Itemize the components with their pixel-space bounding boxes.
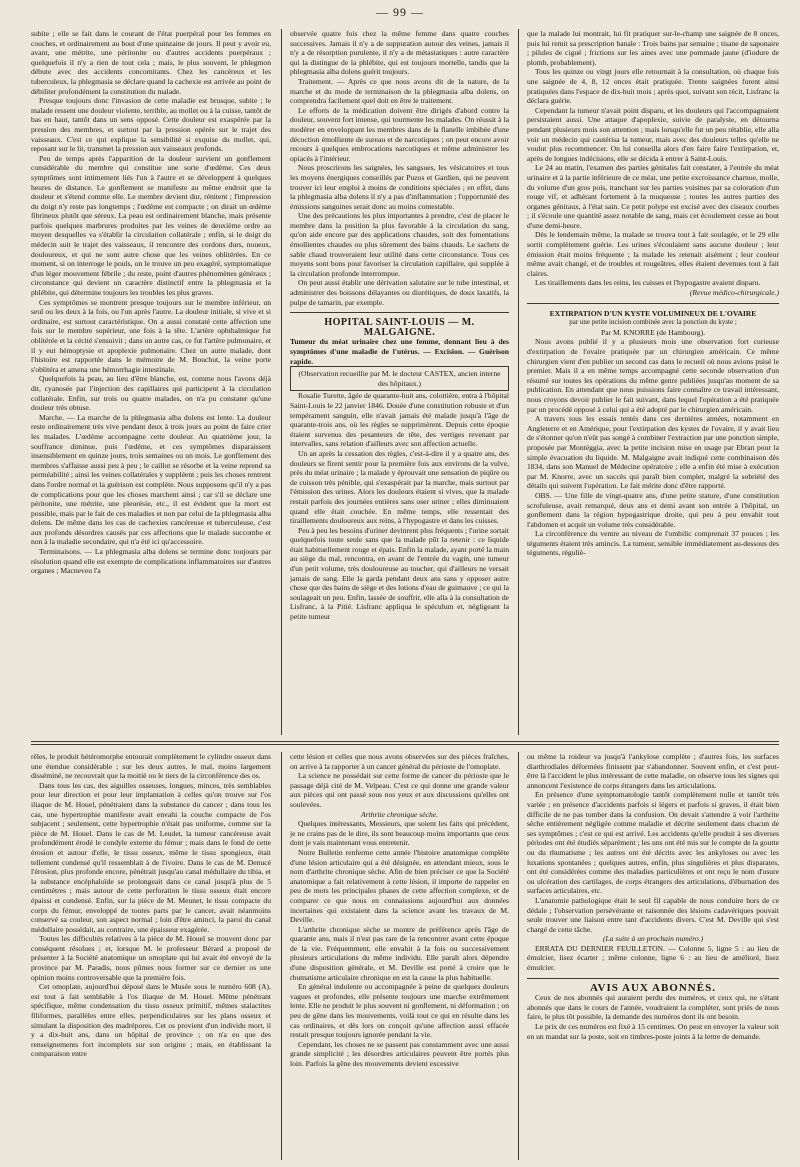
paragraph: Rosalie Turette, âgée de quarante-huit ans, colottière, entra à l'hôpital Saint-Louis le 22 janvier 1846. Douée d'une constitution robuste et d'un tempérament sanguin, elle n'avait jamais été malade jusqu'à l'âge de quarante-trois ans, où les règles se supprimèrent. Depuis cette époque étaient survenus des pesanteurs de tête, des vertiges revenant par intervalles, sans relation d'ailleurs avec son affection actuelle. bbox=[290, 391, 509, 449]
paragraph: Quelques intéressants, Messieurs, que soient les faits qui précèdent, je ne crains pas de le dire, ils sont beaucoup moins importants que ceux dont je vais maintenant vous entretenir. bbox=[290, 819, 509, 848]
paragraph: Tous les quinze ou vingt jours elle retournait à la consultation, où chaque fois une saignée de 4, 8, 12 onces était pratiquée. Trente saignées furent ainsi pratiquées dans l'espace de dix-huit mois ; après quoi, suivant son récit, Lisfranc la déclara guérie. bbox=[527, 67, 779, 106]
paragraph: Marche. — La marche de la phlegmasia alba dolens est lente. La douleur reste ordinairement très vive pendant deux à trois jours au point de faire crier les malades. L'œdème accompagne cette douleur. Au quatrième jour, la souffrance diminue, puis l'œdème, et ces symptômes disparaissent insensiblement en quinze jours, trois semaines ou un mois. Le gonflement des membres s'affaisse aussi peu à peu ; le caillot se résorbe et la veine reprend sa perméabilité ; ainsi les veines collatérales y suppléent ; puis les choses rentrent dans l'ordre normal et la guérison est complète. Nous supposons qu'il n'y a pas de complications pour que les choses marchent ainsi ; car s'il se déclare une péritonite, une métrite, une pleurésie, etc., il est évident que la mort est possible, mais par le fait de ces maladies et non par celui de la phlegmasia alba dolens. De même dans les cas de cachexies cancéreuse et tuberculeuse, c'est aux profonds désordres causés par ces affections que le malade succombe et non à la maladie secondaire, qui n'a été ici qu'accessoire. bbox=[31, 412, 271, 547]
paragraph: En général indolente ou accompagnée à peine de quelques douleurs vagues et profondes, elle présente toujours une marche extrêmement lente. Elle ne produit le plus souvent ni gonflement, ni déformation ; on peu de gêne dans les mouvements, voilà tout ce qui en résulte dans les cas ordinaires, et dès lors on conçoit qu'une affection aussi effacée restait presque toujours ignorée pendant la vie. bbox=[290, 982, 509, 1040]
paragraph: La circonférence du ventre au niveau de l'ombilic comprenait 37 pouces ; les téguments étaient très amincis. La tumeur, sensible immédiatement au-dessous des téguments, réguliè- bbox=[527, 529, 779, 558]
paragraph: Cependant la tumeur n'avait point disparu, et les douleurs qui l'accompagnaient persistaient aussi. Une attaque d'apoplexie, suivie de paralysie, en détourna pendant plusieurs mois son attention ; mais lorsqu'elle fut un peu rétablie, elle alla voir un médecin qui cautérisa la tumeur, mais avec des douleurs telles qu'elle ne voulut plus recommencer. On lui conseilla alors d'en faire faire l'extirpation, et, après de longues indécisions, elle se décida à entrer à Saint-Louis. bbox=[527, 105, 779, 163]
paragraph: Ces symptômes se montrent presque toujours sur le membre inférieur, un seul ou les deux à la fois, ou l'un après l'autre. La douleur initiale, si vive et si ordinaire, est surtout caractéristique. On a aussi constaté cette affection une fois sur le membre supérieur, une fois à la tête. L'artère ophthalmique fut oblitérée et la cécité s'ensuivit ; dans un autre cas, ce fut l'artère pulmonaire, et il y eut hémoptysie et apoplexie pulmonaire. Chez un autre malade, dont l'histoire est rapportée dans le mémoire de M. Bouchut, la veine porte s'oblitéra et amena une hémorrhagie intestinale. bbox=[31, 297, 271, 374]
article-author: Par M. KNORRE (de Hambourg). bbox=[600, 327, 706, 337]
paragraph: En présence d'une symptomatologie tantôt complètement nulle et tantôt très variée ; en présence d'accidents parfois si légers et parfois si graves, il était bien difficile de ne pas tomber dans la confusion. On devait s'attendre à voir l'arthrite sèche entièrement négligée comme maladie et décrite seulement dans chacun de ses symptômes ; c'est ce qui est arrivé. Les accidents qu'elle produit à ses diverses périodes ont été étudiés séparément ; les uns ont été mis sur le compte de la goutte ou du rhumatisme ; les autres ont été décrits avec les ankyloses ou avec les luxations spontanées ; quelques autres, enfin, plus singulières et plus disparates, ont été considérées comme des maladies particulières et ont reçu le nom d'usure ou ulcération des cartilages, de corps étrangers des articulations, d'éburnation des surfaces articulaires, etc. bbox=[527, 790, 779, 896]
paragraph: Le efforts de la médication doivent être dirigés d'abord contre la douleur, souvent fort intense, qui tourmente les malades. On réussit à la modérer en enveloppant les membres dans de la flanelle imbibée d'une décoction émolliente de sureau et de narcotiques ; on peut encore avoir recours à quelques embrocations narcotiques et même administrer les opiacés à l'intérieur. bbox=[290, 105, 509, 163]
feuilleton-column-3 bbox=[527, 752, 779, 1160]
section-rule bbox=[290, 312, 509, 313]
errata: ERRATA DU DERNIER FEUILLETON. — Colonne 5, ligne 5 : au lieu de émulcier, lisez écarter ; même colonne, ligne 6 : au lieu de amélioré, lisez émulcier. bbox=[527, 943, 779, 973]
column-divider bbox=[518, 29, 519, 735]
paragraph: L'anatomie pathologique était le seul fil capable de nous conduire hors de ce dédale ; l'observation persévérante et raisonnée des lésions cadavériques pouvait seule trouver une liaison entre tant d'accidents divers. C'est M. Deville qui s'est chargé de cette tâche. bbox=[527, 895, 779, 934]
paragraph: observée quatre fois chez la même femme dans quatre couches successives. Jamais il n'y a de suppuration autour des veines, jamais il n'y a de résorption purulente, il n'y a de métastatiques : autre caractère qui la distingue de la phlébite, qui est toujours mortelle, tandis que la phlegmasia alba dolens guérit toujours. bbox=[290, 29, 509, 77]
source-citation: (Revue médico-chirurgicale.) bbox=[689, 288, 779, 298]
subsection-heading: Arthrite chronique sèche. bbox=[360, 809, 439, 819]
paragraph: Peu de temps après l'apparition de la douleur survient un gonflement considérable du membre qui constitue une sorte d'œdème. Ces deux symptômes sont intimement liés l'un à l'autre et se développent à quelques heures de distance. Le gonflement se manifeste au même endroit que la douleur et s'étend comme elle. Le membre devient dur, rénitent ; l'impression du doigt n'y reste pas longtemps ; l'œdème est compacte ; on dirait un œdème fibrineux plutôt que séreux. La peau est ordinairement blanche, mais présente parfois quelques marbrures produites par les veines de deuxième ordre au moyen desquelles va s'établir la circulation collatérale ; enfin, si le doigt du médecin suit le trajet des vaisseaux, il rencontre des cordons durs, noueux, douloureux, et qui ne sont autre chose que les veines oblitérées. En ce moment, si on interroge le pouls, on le trouve un peu exagéré, symptomatique d'un léger mouvement fébrile ; du reste, point d'autres phénomènes généraux ; circonstance qui devient un caractère distinctif entre la phlegmasia et la phlébite, qui détermine toujours les troubles les plus graves. bbox=[31, 153, 271, 298]
paragraph: subite ; elle se fait dans le courant de l'état puerpéral pour les femmes en couches, et ordinairement au bout d'une quinzaine de jours. Il peut y avoir eu, avant, une métrite, une péritonite ou d'autres accidents puerpéraux ; quelquefois il n'y a rien de tout cela ; mais, le plus souvent, le phlegmon débute avec des accidents concomitants. Chez les cancéreux et les tuberculeux, la phlegmasia se déclare quand la cachexie est arrivée au point de débiliter profondément la constitution du malade. bbox=[31, 29, 271, 96]
paragraph: Dans tous les cas, des aiguilles osseuses, longues, minces, très semblables pour leur direction et pour leur implantation à celles qu'on trouve sur l'os iliaque de M. Houel, pénétraient dans la substance du cancer ; dans tous les cas, une hypertrophie manifeste avait envahi la couche compacte de l'os subjacent ; seulement, cette hypertrophie n'était pas uniforme, comme sur la pièce de M. Houel. Dans le cas de M. Leudet, la tumeur cancéreuse avait profondément érodé le condyle externe du fémur ; mais dans le fond de cette érosion et autour d'elle, le tissu osseux, même le tissu spongieux, était tellement condensé qu'il ressemblait à de l'ivoire. Dans le cas de M. Denucé l'érosion, plus profonde encore, pénétrait jusqu'au canal médullaire du tibia, et la substance encéphaloïde se prolongeait dans ce canal jusqu'à plus de 5 centimètres ; mais autour de cette perforation le tissu osseux était encore épaissi et condensé. Enfin, sur la pièce de M. Meunet, le tissu compacte du corps du fémur, enveloppé de toutes parts par le cancer, avait néanmoins conservé sa couleur, son aspect normal ; loin d'être aminci, la paroi du canal médullaire possédait, au contraire, une épaisseur exagérée. bbox=[31, 780, 271, 934]
paragraph: L'arthrite chronique sèche se montre de préférence après l'âge de quarante ans, mais il n'est pas rare de la rencontrer avant cette époque de la vie. Fréquemment, elle envahit à la fois ou successivement plusieurs articulations du même individu. Elle paraît alors dépendre d'une disposition générale, et M. Deville est porté à croire que le rhumatisme articulaire chronique en est la cause la plus habituelle. bbox=[290, 924, 509, 982]
feuilleton-separator bbox=[31, 741, 779, 742]
paragraph: Quelquefois la peau, au lieu d'être blanche, est, comme nous l'avons déjà dit, cyanosée par l'injection des capillaires qui participent à la circulation collatérale. Enfin, sur trois ou quatre malades, on n'a pu constater qu'une douleur très obtuse. bbox=[31, 374, 271, 413]
paragraph: Le 24 au matin, l'examen des parties génitales fait constater, à l'entrée du méat urinaire et à la partie inférieure de ce méat, une petite excroissance charnue, molle, du volume d'un gros pois, tranchant sur les parties voisines par sa coloration d'un rouge vif, et adhérant fortement à la muqueuse ; toutes les autres parties des organes génitaux, à l'état sain. Ce petit polype est excisé avec des ciseaux courbes ; il s'écoule une quantité assez notable de sang, mais cet écoulement cesse au bout d'une demi-heure. bbox=[527, 163, 779, 230]
paragraph: Dès le lendemain même, la malade se trouva tout à fait soulagée, et le 29 elle sortit complètement guérie. Les urines s'écoulaient sans aucune douleur ; leur émission était moins fréquente ; la malade les retenait aisément ; leur couleur même avait changé, et de troubles et rougeâtres, elles étaient devenues tout à fait claires. bbox=[527, 230, 779, 278]
notice-title: AVIS AUX ABONNÉS. bbox=[590, 981, 716, 994]
continued-note: (La suite à un prochain numéro.) bbox=[602, 934, 704, 944]
paragraph: Notre Bulletin renferme cette année l'histoire anatomique complète d'une lésion articulaire qui a été désignée, en attendant mieux, sous le nom d'arthrite chronique sèche. Afin de bien préciser ce que la Société anatomique a fait relativement à cette lésion, il importe de rappeler en peu de mots les principales phases de cette affection complexe, et de comparer ce que nous en connaissions aujourd'hui aux données incertaines qui existaient dans la science avant les travaux de M. Deville. bbox=[290, 847, 509, 925]
feuilleton-separator bbox=[31, 744, 779, 745]
column-divider bbox=[518, 752, 519, 1160]
paragraph: Un an après la cessation des règles, c'est-à-dire il y a quatre ans, des douleurs se firent sentir pour la première fois aux environs de la vulve, près du méat urinaire ; la malade y éprouvait une sensation de piqûre ou de cuisson très pénible, qui s'exaspérait par la marche, mais surtout par l'émission des urines. Alors les douleurs étaient si vives, que la malade restait parfois des journées entières sans oser uriner ; elles diminuaient quand elle était couchée. En même temps, elle ressentait des tiraillements douloureux aux reins, à l'hypogastre et dans les cuisses. bbox=[290, 448, 509, 526]
paragraph: Peu à peu les besoins d'uriner devinrent plus fréquents ; l'urine sortait quelquefois toute seule sans que la malade pût la retenir : ce liquide était habituellement rouge et épais. Enfin la malade, ayant porté la main au siège du mal, rencontra, en avant de l'entrée du vagin, une tumeur d'un petit volume, très douloureuse au toucher, qui d'ailleurs ne versait jamais de sang. Elle la garda pendant deux ans sans y opposer autre chose que des bains de siège et des lotions d'eau de guimauve ; ce qui la soulageait un peu. Enfin, lassée de souffrir, elle alla à la consultation de Lisfranc, à la Pitié. Lisfranc appliqua le spéculum et, négligeant la petite tumeur bbox=[290, 525, 509, 622]
paragraph: On peut aussi établir une dérivation salutaire sur le tube intestinal, et administrer des boissons délayantes ou diurétiques, de doux laxatifs, la pulpe de tamarin, par exemple. bbox=[290, 278, 509, 307]
paragraph: Nous avons publié il y a plusieurs mois une observation fort curieuse d'extirpation de l'ovaire pratiquée par un chirurgien américain. Ce même chirurgien vient d'en publier un second cas dans le recueil où nous avions puisé le premier. Mais il a en même temps accompagné cette seconde observation d'un résumé sur toutes les opérations du même genre publiées jusqu'au moment de sa publication. En attendant que nous puissions faire connaître ce travail intéressant, nous croyons devoir publier le fait suivant, dans lequel l'opération a été pratiquée par un procédé opposé à celui qui a été adopté par le chirurgien américain. bbox=[527, 337, 779, 414]
paragraph: Le prix de ces numéros est fixé à 15 centimes. On peut en envoyer la valeur soit en un mandat sur la poste, soit en timbres-poste joints à la lettre de demande. bbox=[527, 1022, 779, 1041]
feuilleton-column-1 bbox=[31, 752, 271, 1160]
paragraph: ou même la roideur va jusqu'à l'ankylose complète ; d'autres fois, les surfaces diarthrodiales déformées finissent par s'abandonner. Souvent enfin, et c'est peut-être là l'accident le plus intéressant de cette maladie, on observe tous les signes qui annoncent l'existence de corps étrangers dans les articulations. bbox=[527, 752, 779, 790]
paragraph: Cet omoplate, aujourd'hui déposé dans le Musée sous le numéro 608 (A), est tout à fait semblable à l'os iliaque de M. Houel. Même pénétrant spécifique, même condensation du tissu osseux primitif, mêmes stalactites filiformes, parallèles entre elles, perpendiculaires sur les plans osseux et simulant la disposition des madrépores. Cet os provient d'un individu mort, il y a dix-huit ans, dans un hôpital de province ; on n'a eu que des renseignements fort incomplets sur son origine ; mais, en établissant la comparaison entre bbox=[31, 982, 271, 1059]
page-number: — 99 — bbox=[376, 5, 424, 19]
paragraph: Presque toujours donc l'invasion de cette maladie est brusque, subite ; le malade ressent une douleur violente, terrible, au mollet ou à la cuisse, tantôt de bas en haut, tantôt dans un sens opposé. Cette douleur est exaspérée par la pression des membres, et surtout par la pression opérée sur le trajet des vaisseaux. C'est ce qui explique la sensibilité si exquise du mollet, qui, reposant sur le lit, transmet la pression aux vaisseaux profonds. bbox=[31, 96, 271, 154]
case-title: Tumeur du méat urinaire chez une femme, donnant lieu à des symptômes d'une maladie de l'utérus. — Excision. — Guérison rapide. bbox=[290, 337, 509, 366]
feuilleton-column-2 bbox=[290, 752, 509, 1160]
paragraph: Les tiraillements dans les reins, les cuisses et l'hypogastre avaient disparu. bbox=[535, 278, 761, 288]
observation-credit: (Observation recueillie par M. le docteur CASTEX, ancien interne des hôpitaux.) bbox=[290, 366, 509, 391]
paragraph: Toutes les difficultés relatives à la pièce de M. Houel se trouvent donc par conséquent résolues ; et, lorsque M. le professeur Bérard a proposé de présenter à la Société anatomique un omoplate qui lui avait été envoyé de la province par M. Paradis, nous pûmes nous former sur ce dernier os une opinion moins controversable que la première fois. bbox=[31, 934, 271, 982]
paragraph: Une des précautions les plus importantes à prendre, c'est de placer le membre dans la position la plus favorable à la circulation du sang, qu'on aide encore par des applications chaudes, soit des fomentations émollientes chaudes ou plus sûrement des bains chauds. Le sachets de sable chaud trouveraient leur utilité dans cette circonstance. Tous ces moyens sont bons pour favoriser la circulation capillaire, qui supplée à la circulation profonde interrompue. bbox=[290, 211, 509, 278]
paragraph: rêles, le produit hétéromorphe entourait complètement le cylindre osseux dans une étendue considérable ; sur les deux autres, le mal, moins largement disséminé, ne recouvrait que la moitié ou le tiers de la circonférence des os. bbox=[31, 752, 271, 781]
paragraph: Ceux de nos abonnés qui auraient perdu des numéros, et ceux qui, ne s'étant abonnés que dans le cours de l'année, voudraient la compléter, sont priés de nous faire, le plus tôt possible, la demande des numéros dont ils ont besoin. bbox=[527, 993, 779, 1022]
article-title: EXTIRPATION D'UN KYSTE VOLUMINEUX DE L'OVAIRE bbox=[549, 308, 757, 318]
section-rule bbox=[527, 978, 779, 979]
article-subtitle: par une petite incision combinée avec la ponction du kyste ; bbox=[569, 318, 737, 327]
paragraph: Terminaisons. — La phlegmasia alba dolens se termine donc toujours par résolution quand elle est exempte de complications inflammatoires sur d'autres organes ; Macneveu l'a bbox=[31, 547, 271, 576]
paragraph: A travers tous les essais tentés dans ces dernières années, notamment en Angleterre et en Amérique, pour l'extirpation des kystes de l'ovaire, il y avait lieu de s'étonner qu'on n'eût pas songé à combiner l'extraction par une ponction simple, proposée par Montéggia, avec la petite incision mise en usage par Ebran pour la simple évacuation du liquide. M. Malgaigne avait indiqué cette combinaison dès 1834, dans son Manuel de Médecine opératoire ; elle a enfin été mise à exécution par M. Knorre, avec un succès qui paraît bien complet, malgré la sobriété des détails qui suivent l'opération. Le fait mérite donc d'être rapporté. bbox=[527, 414, 779, 491]
column-2 bbox=[290, 29, 509, 737]
column-divider bbox=[281, 752, 282, 1160]
column-divider bbox=[281, 29, 282, 735]
hospital-heading: HOPITAL SAINT-LOUIS — M. MALGAIGNE. bbox=[324, 317, 475, 338]
paragraph: La science ne possédait sur cette forme de cancer du périoste que le passage déjà cité de M. Velpeau. C'est ce qui donne une grande valeur aux pièces qui ont passé sous nos yeux et aux discussions qu'elles ont soulevées. bbox=[290, 771, 509, 809]
paragraph: OBS. — Une fille de vingt-quatre ans, d'une petite stature, d'une constitution scrofuleuse, avait remarqué, deux ans et demi avant son entrée à l'hôpital, un gonflement dans la région hypogastrique droite, qui peu à peu envahit tout l'abdomen et acquit un volume très considérable. bbox=[527, 490, 779, 529]
paragraph: que la malade lui montrait, lui fit pratiquer sur-le-champ une saignée de 8 onces, puis lui remit sa prescription banale : Trois bains par semaine ; tisane de saponaire ; pilules de ciguë ; frictions sur les aines avec une pommade jaune (d'iodure de plomb, probablement). bbox=[527, 29, 779, 67]
paragraph: Cependant, les choses ne se passent pas constamment avec une aussi grande simplicité ; les désordres articulaires peuvent être portés plus loin. Parfois la gêne des mouvements devient excessive bbox=[290, 1039, 509, 1068]
column-3 bbox=[527, 29, 779, 737]
paragraph: cette lésion et celles que nous avons observées sur des pièces fraîches, on arrive à la rapporter à un cancer général du périoste de l'omoplate. bbox=[290, 752, 509, 771]
section-rule bbox=[527, 303, 779, 304]
column-1 bbox=[31, 29, 271, 737]
paragraph: Nous proscrirons les saignées, les sangsues, les vésicatoires et tous les moyens énergiques conseillés par Puzos et Gardien, qui ne peuvent trouver ici leur emploi à moins de conditions spéciales ; en effet, dans la phlegmasia alba dolens il n'y a pas d'inflammation ; l'opportunité des émissions sanguines serait donc au moins contestable. bbox=[290, 163, 509, 211]
paragraph: Traitement. — Après ce que nous avons dit de la nature, de la marche et du mode de terminaison de la phlegmasia alba dolens, on comprendra facilement quel doit en être le traitement. bbox=[290, 76, 509, 106]
